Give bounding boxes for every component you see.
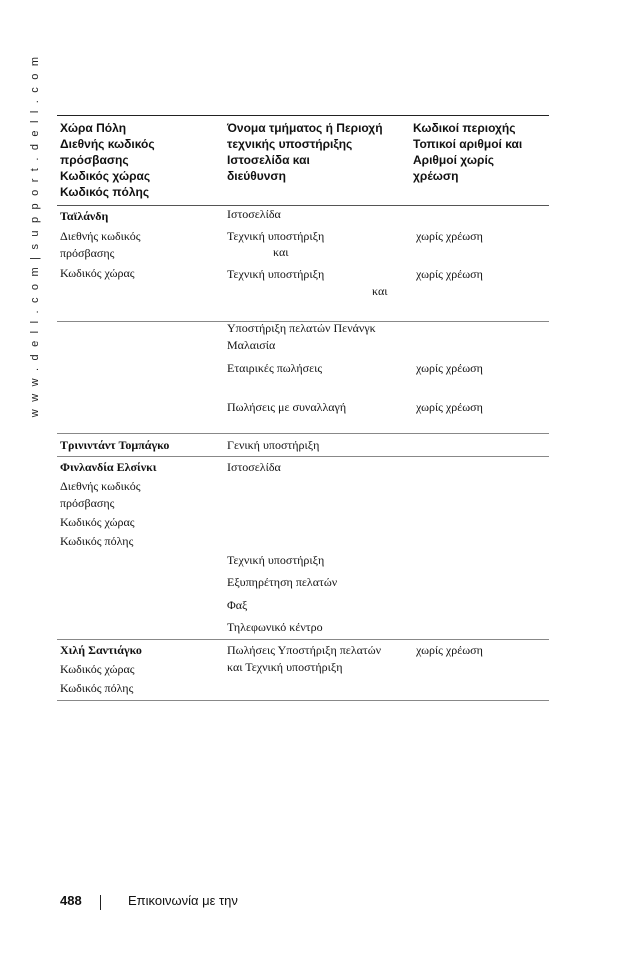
country-code-label: Κωδικός χώρας bbox=[60, 515, 135, 529]
website-label: Ιστοσελίδα bbox=[227, 460, 281, 474]
divider-trinidad bbox=[57, 456, 549, 457]
section-chile-col1 bbox=[60, 642, 225, 697]
header-col-numbers: Κωδικοί περιοχής Τοπικοί αριθμοί και Αριθμοί χωρίς χρέωση bbox=[413, 121, 523, 183]
table-header bbox=[57, 115, 549, 206]
section-finland-col1 bbox=[60, 459, 225, 550]
header-col-country: Χώρα Πόλη Διεθνής κωδικός πρόσβασης Κωδικός χώρας Κωδικός πόλης bbox=[60, 121, 155, 199]
country-name: Φινλανδία Ελσίνκι bbox=[60, 460, 157, 474]
tech-support-2-and: και bbox=[372, 284, 388, 298]
sales-support: Πωλήσεις Υποστήριξη πελατών bbox=[227, 643, 382, 657]
divider-chile bbox=[57, 700, 549, 701]
idd-label-2: πρόσβασης bbox=[60, 496, 115, 510]
tech-support-1-and: και bbox=[273, 245, 289, 259]
country-name: Ταϊλάνδη bbox=[60, 209, 109, 223]
tech-support-1: Τεχνική υποστήριξη bbox=[227, 229, 325, 243]
side-url-banner bbox=[26, 54, 44, 418]
transactional-sales: Πωλήσεις με συναλλαγή bbox=[227, 400, 347, 414]
country-name: Τρινιντάντ Τομπάγκο bbox=[60, 438, 170, 452]
customer-support-2: Μαλαισία bbox=[227, 338, 276, 352]
tech1-number: χωρίς χρέωση bbox=[416, 229, 483, 243]
section-thailand bbox=[57, 206, 549, 322]
fax-label: Φαξ bbox=[227, 598, 248, 612]
footer-title: Επικοινωνία με την bbox=[128, 893, 238, 908]
divider-thailand bbox=[57, 433, 549, 434]
city-code-label: Κωδικός πόλης bbox=[60, 534, 134, 548]
header-col-department: Όνομα τμήματος ή Περιοχή τεχνικής υποστήριξης Ιστοσελίδα και διεύθυνση bbox=[227, 121, 383, 183]
trinidad-general: Γενική υποστήριξη bbox=[227, 438, 320, 452]
tech-support: Τεχνική υποστήριξη bbox=[227, 553, 325, 567]
section-trinidad bbox=[60, 437, 169, 454]
website-label: Ιστοσελίδα bbox=[227, 207, 281, 221]
page-number: 488 bbox=[60, 893, 82, 908]
corp-number: χωρίς χρέωση bbox=[416, 361, 483, 375]
country-code-label: Κωδικός χώρας bbox=[60, 266, 135, 280]
section-chile-col2 bbox=[227, 642, 412, 676]
footer-divider bbox=[100, 895, 101, 910]
side-url-text: w w w . d e l l . c o m | s u p p o r t . d e l l . c o m bbox=[29, 54, 42, 418]
tech-support-2: Τεχνική υποστήριξη bbox=[227, 267, 325, 281]
customer-support: Υποστήριξη πελατών Πενάνγκ bbox=[227, 321, 376, 335]
idd-label: Διεθνής κωδικός bbox=[60, 479, 141, 493]
trans-number: χωρίς χρέωση bbox=[416, 400, 483, 414]
country-name: Χιλή Σαντιάγκο bbox=[60, 643, 142, 657]
idd-label-2: πρόσβασης bbox=[60, 246, 115, 260]
corporate-sales: Εταιρικές πωλήσεις bbox=[227, 361, 323, 375]
city-code-label: Κωδικός πόλης bbox=[60, 681, 134, 695]
customer-service: Εξυπηρέτηση πελατών bbox=[227, 575, 338, 589]
contacts-table bbox=[57, 115, 549, 322]
country-code-label: Κωδικός χώρας bbox=[60, 662, 135, 676]
tech2-number: χωρίς χρέωση bbox=[416, 267, 483, 281]
sales-support-2: και Τεχνική υποστήριξη bbox=[227, 660, 343, 674]
chile-number: χωρίς χρέωση bbox=[416, 643, 483, 657]
divider-finland bbox=[57, 639, 549, 640]
switchboard-label: Τηλεφωνικό κέντρο bbox=[227, 620, 323, 634]
idd-label: Διεθνής κωδικός bbox=[60, 229, 141, 243]
